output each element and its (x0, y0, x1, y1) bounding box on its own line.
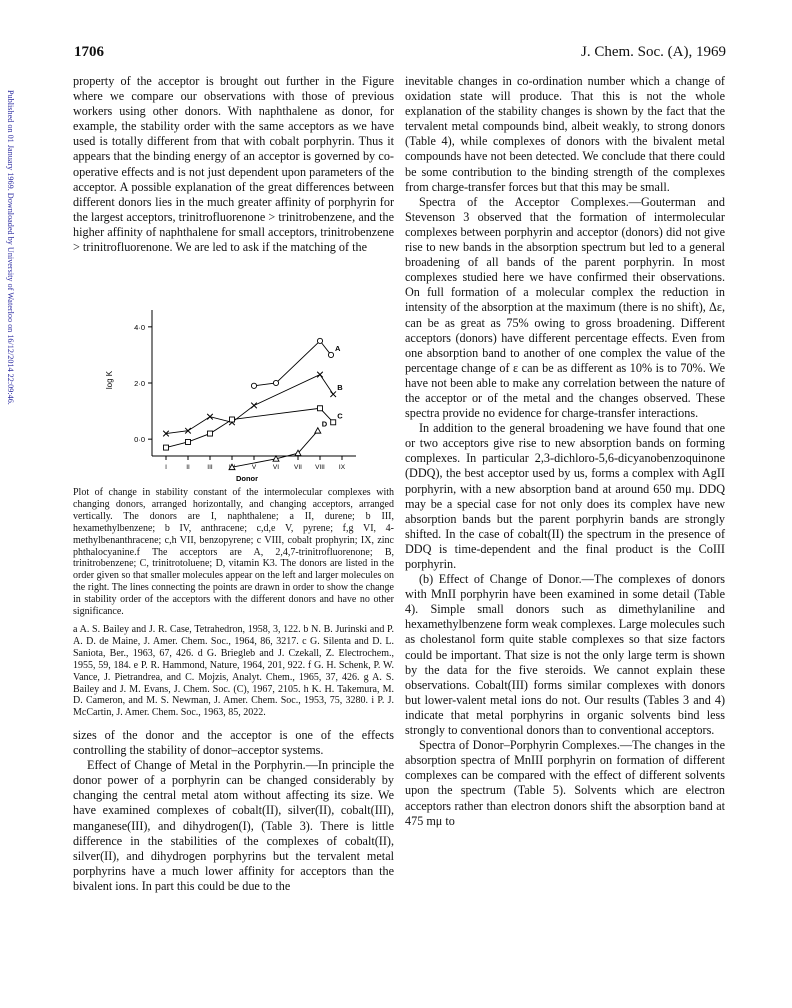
paragraph: (b) Effect of Change of Donor.—The complexes of donors with MnII porphyrin have been examined in some detail (Table 4). Simple small donors such as dimethylaniline and hexamethylbenzene form weak complexes. Large molecules such as cholestanol form quite stable complexes so that size factors could be important. That size is not the only large term is shown by the data for the five steroids. We cannot explain these observations. Cobalt(III) forms similar complexes with donors but lower-valent metal ions do not. Our results (Tables 3 and 4) indicate that metal porphyrins in organic solvents bind less strongly to conventional donors than to conventional acceptors. (405, 572, 725, 738)
x-tick-label: V (251, 464, 257, 471)
provenance-sidebar: Published on 01 January 1969. Downloaded by University of Waterloo on 16/12/2014 22:09:46. (6, 90, 15, 405)
left-column-top (73, 74, 394, 255)
y-tick-label: 4·0 (134, 322, 145, 332)
data-point (315, 428, 321, 433)
figure-caption (73, 487, 394, 719)
paragraph: Effect of Change of Metal in the Porphyrin.—In principle the donor power of a porphyrin can be changed considerably by changing the central metal atom without affecting its size. We have examined complexes of cobalt(II), silver(II), cobalt(III), manganese(III), and dihydrogen(I), (Table 3). There is little difference in the stabilities of the complexes of cobalt(II), silver(II), and dihydrogen porphyrins but the tervalent metal porphyrins have a much lower affinity for acceptors than the bivalent ions. In part this could be due to the (73, 758, 394, 893)
caption-text: Plot of change in stability constant of the intermolecular complexes with changing donors, arranged horizontally, and changing acceptors, arranged vertically. The donors are I, naphthalene; a II, durene; b III, hexamethylbenzene; b IV, anthracene; c,d,e V, pyrene; f,g VI, 4-methylbenanthracene; c,h VII, benzopyrene; c VIII, cobalt prophyrin; IX, zinc phthalocyanine.f The acceptors are A, 2,4,7-trinitrofluorenone; B, trinitrobenzene; C, trinitrotoluene; D, vitamin K3. The donors are listed in the order given so that smaller molecules appear on the left and larger molecules on the right. The lines connecting the points are drawn in order to show the change in stability order of the acceptors with the different donors and have no other significance. (73, 487, 394, 618)
series-label: D (321, 419, 328, 429)
x-tick-label: II (186, 464, 190, 471)
series-label: A (335, 343, 341, 353)
left-column-bottom (73, 728, 394, 894)
series-label: C (337, 411, 343, 421)
data-point (208, 431, 213, 436)
stability-chart (98, 298, 368, 488)
y-tick-label: 0·0 (134, 435, 145, 445)
data-point (273, 380, 278, 385)
y-axis-label: log K (105, 370, 114, 390)
x-tick-label: I (165, 464, 167, 471)
data-point (330, 391, 336, 397)
x-tick-label: III (207, 464, 213, 471)
data-point (317, 338, 322, 343)
series-line-d (232, 431, 318, 468)
x-tick-label: VIII (315, 464, 325, 471)
figure (98, 298, 368, 488)
series-line-a (254, 341, 331, 386)
paragraph: Spectra of the Acceptor Complexes.—Gouterman and Stevenson 3 observed that the formation of intermolecular complexes between porphyrin and acceptor (donors) did not give rise to new bands in the absorption spectrum but led to a general broadening of all bands of the parent porphyrin. In most complexes studied here we have confirmed their observations. On full formation of a molecular complex the reduction in intensity of the absorption at the maximum (there is no shift), Δε, can be as great as 75% owing to gross broadening. Different acceptors (donors) have different percentage effects. Even from one absorption band to another of one complex the value of the percentage change of ε can be as different as 10% is to 70%. We have not been able to make any correlation between the nature of the acceptor or of the metal and the changes observed. These spectra provide no evidence for charge-transfer interactions. (405, 194, 725, 421)
data-point (317, 372, 323, 378)
journal-title: J. Chem. Soc. (A), 1969 (581, 44, 726, 60)
x-tick-label: VII (294, 464, 302, 471)
data-point (230, 417, 235, 422)
right-column (405, 74, 725, 829)
data-point (207, 414, 213, 420)
data-point (164, 445, 169, 450)
paragraph: property of the acceptor is brought out further in the Figure where we compare our observations with those of previous workers using other donors. With naphthalene as donor, for example, the stability order with the same acceptors as we have used is totally different from that with cobalt porphyrin. Thus it appears that the binding energy of an acceptor is governed by co-operative effects and is not just dependent upon parameters of the acceptor. A possible explanation of the great differences between different donors lies in the much greater affinity of porphyrin for the largest acceptors, trinitrofluorenone > trinitrobenzene, and the higher affinity of naphthalene for small acceptors, trinitrobenzene > trinitrofluorenone. We are led to ask if the matching of the (73, 74, 394, 255)
page-number: 1706 (74, 44, 104, 60)
y-tick-label: 2·0 (134, 379, 145, 388)
x-tick-label: IX (338, 464, 346, 471)
data-point (251, 403, 257, 409)
footnote-references: a A. S. Bailey and J. R. Case, Tetrahedron, 1958, 3, 122. b N. B. Jurinski and P. A. D. de Maine, J. Amer. Chem. Soc., 1964, 86, 3217. c G. Silenta and D. L. Saniota, Ber., 1963, 67, 426. d G. Briegleb and J. Czekall, Z. Electrochem., 1955, 59, 184. e P. R. Hammond, Nature, 1964, 201, 922. f G. H. Schenk, P. W. Vance, J. Pietrandrea, and C. Mojzis, Analyt. Chem., 1965, 37, 426. g A. S. Bailey and J. M. Evans, J. Chem. Soc. (C), 1967, 2105. h K. H. Takemura, M. D. Cameron, and M. S. Newman, J. Amer. Chem. Soc., 1953, 75, 3280. i P. J. McCartin, J. Amer. Chem. Soc., 1963, 85, 2022. (73, 623, 394, 719)
paragraph: sizes of the donor and the acceptor is one of the effects controlling the stability of donor–acceptor systems. (73, 728, 394, 758)
data-point (318, 406, 323, 411)
data-point (186, 439, 191, 444)
series-label: B (337, 383, 343, 393)
x-axis-label: Donor (235, 474, 259, 483)
paragraph: inevitable changes in co-ordination number which a change of oxidation state will produce. That this is not the whole explanation of the stability changes is shown by the fact that the tervalent metal compounds bind, albeit weakly, to strong donors (Table 4), while complexes of donors with the bivalent metal compounds have not been detected. We conclude that there could be some contribution to the binding strength of the complexes from charge-transfer forces but that this may be small. (405, 74, 725, 194)
paragraph: In addition to the general broadening we have found that one or two acceptors give rise to new absorption bands on forming complexes. In particular 2,3-dichloro-5,6-dicyanobenzoquinone (DDQ), the best acceptor used by us, forms a complex with AgII porphyrin, with a new absorption band at around 650 mμ. DDQ may be a special case for not only does its complex have new absorption bands but the parent porphyrin bands are strongly shifted. In the case of cobalt(II) the spectrum in the presence of DDQ is time-dependent and the final product is the CoIII porphyrin. (405, 421, 725, 571)
x-tick-label: VI (272, 464, 280, 471)
data-point (251, 383, 256, 388)
data-point (331, 420, 336, 425)
data-point (328, 352, 333, 357)
series-line-b (166, 375, 333, 434)
paragraph: Spectra of Donor–Porphyrin Complexes.—The changes in the absorption spectra of MnIII porphyrin on formation of different complexes can be compared with the effect of different solvents upon the spectrum (Table 5). Solvents which are electron acceptors rather than electron donors shift the absorption band at 475 mμ to (405, 738, 725, 828)
